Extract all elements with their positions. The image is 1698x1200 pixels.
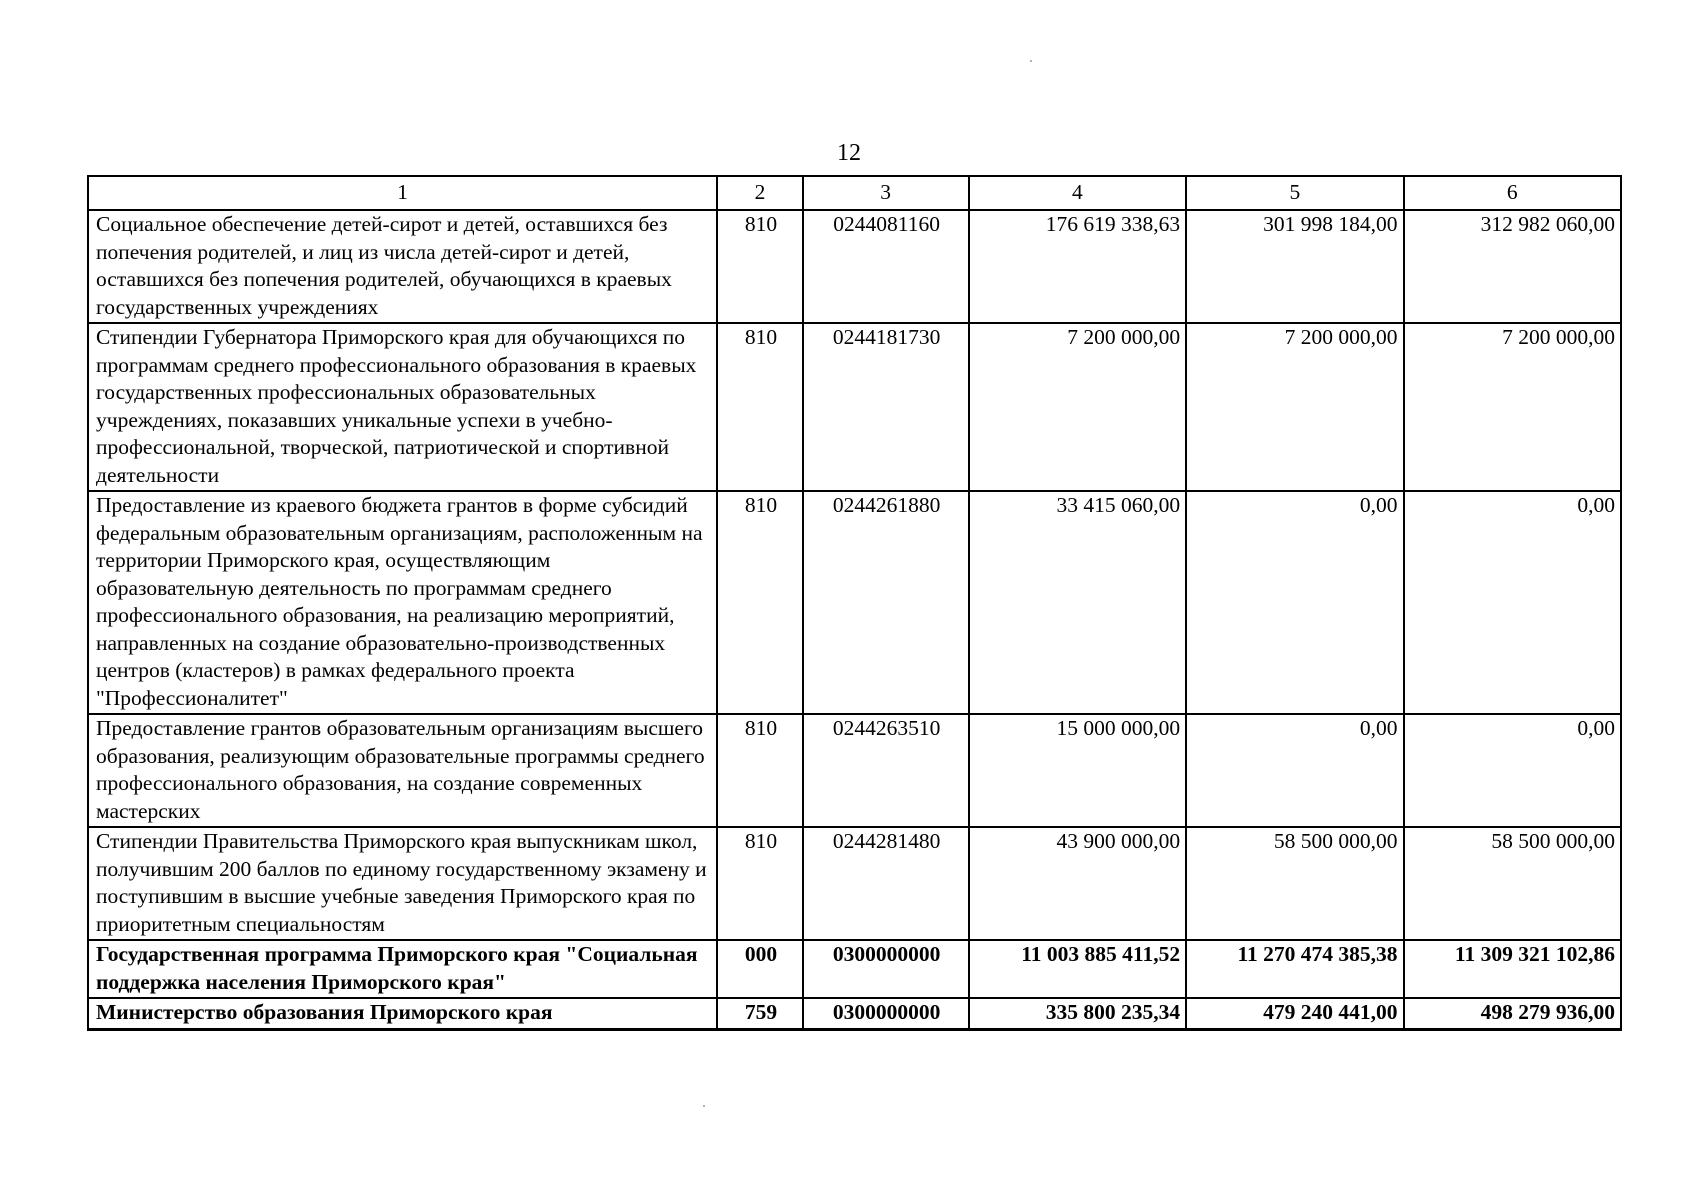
row-code: 759: [717, 998, 802, 1029]
header-row: [88, 176, 1621, 210]
row-value-4: 33 415 060,00: [969, 491, 1186, 714]
row-description: Стипендии Правительства Приморского края выпускникам школ, получившим 200 баллов по единому государственному экзамену и поступившим в высшие учебные заведения Приморского края по приоритетным специальностям: [88, 827, 717, 940]
row-target-code: 0300000000: [803, 998, 969, 1029]
row-value-6: 498 279 936,00: [1404, 998, 1621, 1029]
column-header: 4: [969, 176, 1186, 210]
budget-table: [87, 175, 1622, 1031]
row-description: Социальное обеспечение детей-сирот и детей, оставшихся без попечения родителей, и лиц из числа детей-сирот и детей, оставшихся без попечения родителей, обучающихся в краевых государственных учреждениях: [88, 210, 717, 323]
row-description: Стипендии Губернатора Приморского края для обучающихся по программам среднего профессионального образования в краевых государственных профессиональных образовательных учреждениях, показавших уникальные успехи в учебно-профессиональной, творческой, патриотической и спортивной деятельности: [88, 323, 717, 491]
row-code: 810: [717, 714, 802, 827]
row-value-5: 0,00: [1186, 714, 1403, 827]
scan-speck: [703, 1105, 705, 1107]
row-code: 810: [717, 323, 802, 491]
column-header: 5: [1186, 176, 1403, 210]
row-value-5: 0,00: [1186, 491, 1403, 714]
row-value-5: 58 500 000,00: [1186, 827, 1403, 940]
row-description: Предоставление из краевого бюджета грантов в форме субсидий федеральным образовательным организациям, расположенным на территории Приморского края, осуществляющим образовательную деятельность по программам среднего профессионального образования, на реализацию мероприятий, направленных на создание образовательно-производственных центров (кластеров) в рамках федерального проекта "Профессионалитет": [88, 491, 717, 714]
table-row: [88, 491, 1621, 714]
row-value-5: 479 240 441,00: [1186, 998, 1403, 1029]
row-value-6: 0,00: [1404, 491, 1621, 714]
table-row-program-total: [88, 940, 1621, 998]
row-value-6: 312 982 060,00: [1404, 210, 1621, 323]
row-value-4: 11 003 885 411,52: [969, 940, 1186, 998]
row-value-4: 176 619 338,63: [969, 210, 1186, 323]
table-row: [88, 827, 1621, 940]
table-row: [88, 714, 1621, 827]
row-value-6: 7 200 000,00: [1404, 323, 1621, 491]
page-number: 12: [837, 140, 861, 166]
table-row-ministry-total: [88, 998, 1621, 1029]
row-value-4: 335 800 235,34: [969, 998, 1186, 1029]
row-target-code: 0244281480: [803, 827, 969, 940]
row-value-5: 11 270 474 385,38: [1186, 940, 1403, 998]
row-target-code: 0244261880: [803, 491, 969, 714]
scan-speck: [1030, 60, 1032, 62]
row-description: Министерство образования Приморского края: [88, 998, 717, 1029]
row-description: Государственная программа Приморского края "Социальная поддержка населения Приморского края": [88, 940, 717, 998]
row-value-6: 0,00: [1404, 714, 1621, 827]
row-value-6: 11 309 321 102,86: [1404, 940, 1621, 998]
row-target-code: 0244181730: [803, 323, 969, 491]
table-row: [88, 210, 1621, 323]
row-target-code: 0300000000: [803, 940, 969, 998]
row-value-4: 7 200 000,00: [969, 323, 1186, 491]
row-value-6: 58 500 000,00: [1404, 827, 1621, 940]
row-code: 000: [717, 940, 802, 998]
column-header: 6: [1404, 176, 1621, 210]
row-value-4: 15 000 000,00: [969, 714, 1186, 827]
table-row: [88, 323, 1621, 491]
column-header: 3: [803, 176, 969, 210]
row-code: 810: [717, 491, 802, 714]
column-header: 2: [717, 176, 802, 210]
row-code: 810: [717, 827, 802, 940]
row-code: 810: [717, 210, 802, 323]
row-value-4: 43 900 000,00: [969, 827, 1186, 940]
row-description: Предоставление грантов образовательным организациям высшего образования, реализующим образовательные программы среднего профессионального образования, на создание современных мастерских: [88, 714, 717, 827]
row-value-5: 301 998 184,00: [1186, 210, 1403, 323]
row-target-code: 0244263510: [803, 714, 969, 827]
column-header: 1: [88, 176, 717, 210]
row-target-code: 0244081160: [803, 210, 969, 323]
row-value-5: 7 200 000,00: [1186, 323, 1403, 491]
